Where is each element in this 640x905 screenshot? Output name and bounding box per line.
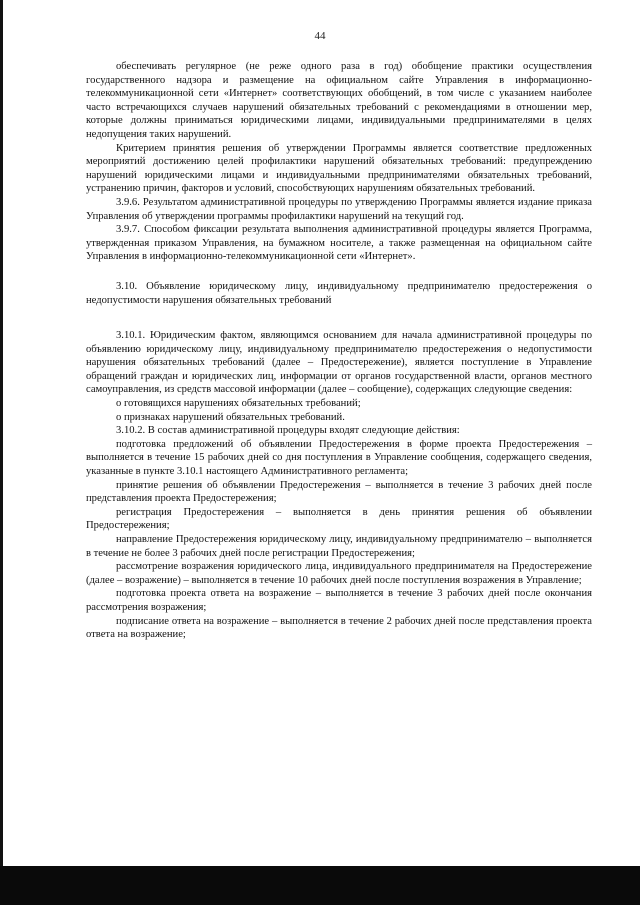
list-item: подготовка проекта ответа на возражение – выполняется в течение 3 рабочих дней после окончания рассмотрения возражения; [86,588,592,613]
paragraph: 3.10.1. Юридическим фактом, являющимся основанием для начала административной процедуры по объявлению юридическому лицу, индивидуальному предпринимателю предостережения о недопустимости нарушения обязательных требований (далее – Предостережение), является поступление в Управление обращений граждан и юридических лиц, информации от органов государственной власти, органов местного самоуправления, из средств массовой информации (далее – сообщение), содержащих следующие сведения: [86,330,592,396]
list-item: рассмотрение возражения юридического лица, индивидуального предпринимателя на Предостережение (далее – возражение) – выполняется в течение 10 рабочих дней после поступления возражения в Управление; [86,561,592,586]
paragraph: Критерием принятия решения об утверждении Программы является соответствие предложенных мероприятий достижению целей профилактики нарушений обязательных требований: предупреждению нарушений юридическими лицами и индивидуальными предпринимателями обязательных требований, устранению причин, факторов и условий, способствующих нарушениям обязательных требований. [86,142,592,195]
scan-edge [0,0,3,866]
document-body [86,60,592,642]
paragraph: 3.9.7. Способом фиксации результата выполнения административной процедуры является Программа, утвержденная приказом Управления, на бумажном носителе, а также размещенная на официальном сайте Управления в информационно-телекоммуникационной сети «Интернет». [86,224,592,263]
list-item: о признаках нарушений обязательных требований. [116,411,345,423]
page-number: 44 [314,30,326,42]
scan-bottom-band [0,866,640,905]
paragraph: 3.9.6. Результатом административной процедуры по утверждению Программы является издание приказа Управления об утверждении программы профилактики нарушений на текущий год. [86,196,592,222]
paragraph: 3.10.2. В состав административной процедуры входят следующие действия: [116,425,460,437]
list-item: подготовка предложений об объявлении Предостережения в форме проекта Предостережения – выполняется в течение 15 рабочих дней со дня поступления в Управление сообщения, содержащего сведения, указанные в пункте 3.10.1 настоящего Административного регламента; [86,438,592,478]
list-item: направление Предостережения юридическому лицу, индивидуальному предпринимателю – выполняется в течение не более 3 рабочих дней после регистрации Предостережения; [86,534,592,559]
paragraph: обеспечивать регулярное (не реже одного раза в год) обобщение практики осуществления государственного надзора и размещение на официальном сайте Управления в информационно-телекоммуникационной сети «Интернет» соответствующих обобщений, в том числе с указанием наиболее часто встречающихся случаев нарушений обязательных требований с рекомендациями в отношении мер, которые должны приниматься юридическими лицами, индивидуальными предпринимателями в целях недопущения таких нарушений. [86,61,592,140]
list-item: принятие решения об объявлении Предостережения – выполняется в течение 3 рабочих дней после представления проекта Предостережения; [86,479,592,505]
list-item: подписание ответа на возражение – выполняется в течение 2 рабочих дней после представления проекта ответа на возражение; [86,615,592,641]
list-item: регистрация Предостережения – выполняется в день принятия решения об объявлении Предостережения; [86,506,592,532]
list-item: о готовящихся нарушениях обязательных требований; [116,398,361,410]
section-heading: 3.10. Объявление юридическому лицу, индивидуальному предпринимателю предостережения о недопустимости нарушения обязательных требований [86,280,592,306]
